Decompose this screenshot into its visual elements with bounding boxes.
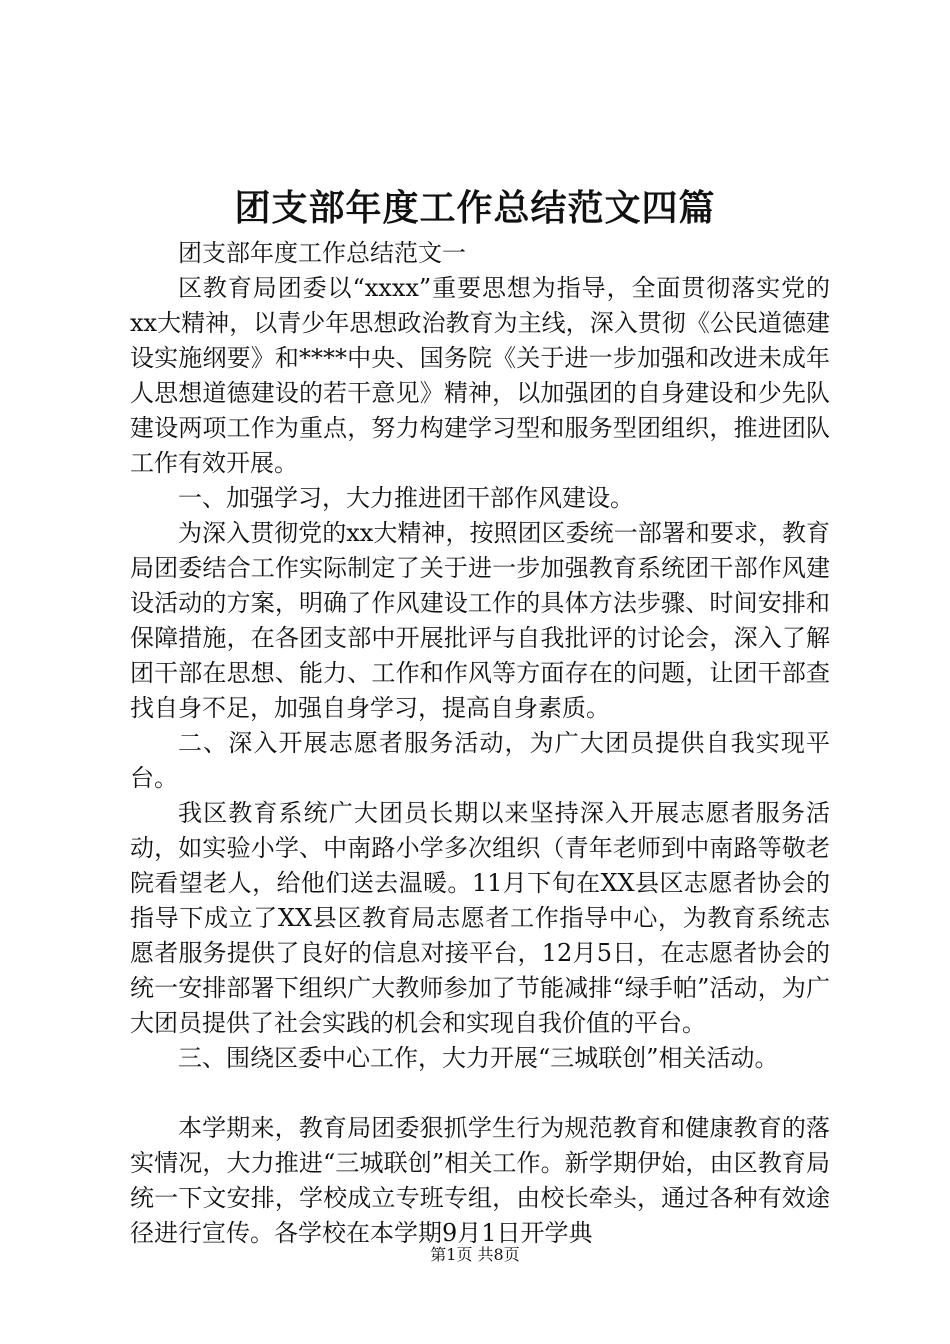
section-heading: 三、围绕区委中心工作，大力开展“三城联创”相关活动。 — [178, 1044, 779, 1072]
document-body — [130, 236, 830, 1251]
section-heading: 一、加强学习，大力推进团干部作风建设。 — [178, 484, 634, 512]
body-paragraph: 为深入贯彻党的xx大精神，按照团区委统一部署和要求，教育局团委结合工作实际制定了关于进一步加强教育系统团干部作风建设活动的方案，明确了作风建设工作的具体方法步骤、时间安排和保障措施，在各团支部中开展批评与自我批评的讨论会，深入了解团干部在思想、能力、工作和作风等方面存在的问题，让团干部查找自身不足，加强自身学习，提高自身素质。 — [130, 519, 830, 722]
body-paragraph: 本学期来，教育局团委狠抓学生行为规范教育和健康教育的落实情况，大力推进“三城联创”相关工作。新学期伊始，由区教育局统一下文安排，学校成立专班专组，由校长牵头，通过各种有效途径进行宣传。各学校在本学期9月1日开学典 — [130, 1114, 830, 1247]
section-heading: 团支部年度工作总结范文一 — [178, 239, 466, 267]
body-paragraph: 我区教育系统广大团员长期以来坚持深入开展志愿者服务活动，如实验小学、中南路小学多次组织（青年老师到中南路等敬老院看望老人，给他们送去温暖。11月下旬在XX县区志愿者协会的指导下成立了XX县区教育局志愿者工作指导中心，为教育系统志愿者服务提供了良好的信息对接平台，12月5日，在志愿者协会的统一安排部署下组织广大教师参加了节能减排“绿手帕”活动，为广大团员提供了社会实践的机会和实现自我价值的平台。 — [130, 799, 830, 1037]
section-heading: 二、深入开展志愿者服务活动，为广大团员提供自我实现平台。 — [130, 729, 830, 792]
document-title: 团支部年度工作总结范文四篇 — [234, 187, 716, 229]
page-number: 第1页 共8页 — [430, 1245, 520, 1264]
body-paragraph: 区教育局团委以“xxxx”重要思想为指导，全面贯彻落实党的xx大精神，以青少年思想政治教育为主线，深入贯彻《公民道德建设实施纲要》和****中央、国务院《关于进一步加强和改进未成年人思想道德建设的若干意见》精神，以加强团的自身建设和少先队建设两项工作为重点，努力构建学习型和服务型团组织，推进团队工作有效开展。 — [130, 274, 830, 477]
